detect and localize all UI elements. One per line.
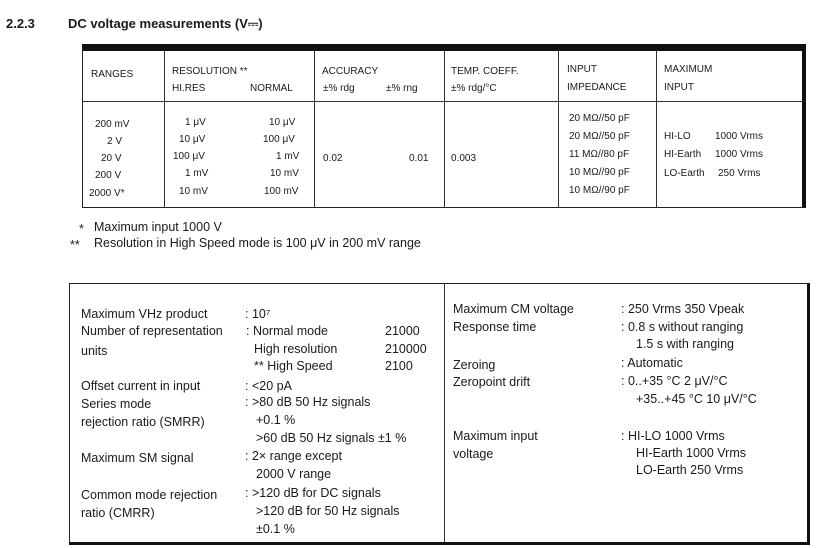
impedance-cell: 10 MΩ//90 pF <box>569 167 630 178</box>
rep-label: units <box>81 344 108 358</box>
cmrr-label: ratio (CMRR) <box>81 506 155 520</box>
cmrr-value: >120 dB for 50 Hz signals <box>256 504 400 518</box>
column-divider <box>656 51 657 207</box>
response-time-value: : 0.8 s without ranging <box>621 320 744 334</box>
accuracy-rng-value: 0.01 <box>409 153 429 164</box>
response-time-value: 1.5 s with ranging <box>636 337 734 351</box>
smrr-value: +0.1 % <box>256 413 296 427</box>
response-time-label: Response time <box>453 320 537 334</box>
header-rdg: ±% rdg <box>323 83 355 94</box>
hires-cell: 10 mV <box>179 186 208 197</box>
smrr-label: rejection ratio (SMRR) <box>81 415 205 429</box>
rep-mode: ** High Speed <box>254 359 333 373</box>
range-cell: 200 V <box>95 170 122 181</box>
cm-voltage-value: : 250 Vrms 350 Vpeak <box>621 302 745 316</box>
zeroing-label: Zeroing <box>453 358 496 372</box>
header-temp-unit: ±% rdg/°C <box>451 83 497 94</box>
normal-cell: 10 mV <box>270 168 299 179</box>
max-input-label: HI-Earth <box>664 149 702 160</box>
offset-label: Offset current in input <box>81 379 201 393</box>
header-impedance: IMPEDANCE <box>567 82 627 93</box>
column-divider <box>164 51 165 207</box>
header-accuracy: ACCURACY <box>322 66 379 77</box>
rep-value: 2100 <box>385 359 413 373</box>
cmrr-value: : >120 dB for DC signals <box>245 486 381 500</box>
dc-voltage-spec-table <box>82 44 806 208</box>
accuracy-rdg-value: 0.02 <box>323 153 343 164</box>
header-ranges: RANGES <box>91 69 134 80</box>
max-input-voltage-label: Maximum input <box>453 429 538 443</box>
footnote-text: Resolution in High Speed mode is 100 μV in 200 mV range <box>94 236 421 250</box>
zeropoint-drift-label: Zeropoint drift <box>453 375 531 389</box>
rep-mode: : Normal mode <box>246 324 328 338</box>
header-divider <box>83 101 802 102</box>
footnote-mark: * <box>79 222 84 236</box>
normal-cell: 100 mV <box>264 186 299 197</box>
smrr-value: >60 dB 50 Hz signals ±1 % <box>256 431 407 445</box>
rep-value: 21000 <box>385 324 420 338</box>
column-divider <box>314 51 315 207</box>
hires-cell: 1 μV <box>185 117 206 128</box>
rep-value: 210000 <box>385 342 427 356</box>
header-maximum: MAXIMUM <box>664 64 713 75</box>
section-title: DC voltage measurements (V⎓) <box>68 16 263 31</box>
max-input-voltage-value: : HI-LO 1000 Vrms <box>621 429 725 443</box>
hires-cell: 10 μV <box>179 134 206 145</box>
rep-mode: High resolution <box>254 342 338 356</box>
max-input-label: LO-Earth <box>664 168 705 179</box>
header-resolution: RESOLUTION ** <box>172 66 248 77</box>
general-spec-table <box>69 283 810 545</box>
header-max-input: INPUT <box>664 82 694 93</box>
max-input-voltage-value: HI-Earth 1000 Vrms <box>636 446 746 460</box>
header-normal: NORMAL <box>250 83 293 94</box>
max-input-value: 250 Vrms <box>718 168 761 179</box>
header-rng: ±% rng <box>386 83 418 94</box>
zeroing-value: : Automatic <box>621 356 683 370</box>
column-divider <box>558 51 559 207</box>
impedance-cell: 20 MΩ//50 pF <box>569 131 630 142</box>
footnote-text: Maximum input 1000 V <box>94 220 222 234</box>
max-input-value: 1000 Vrms <box>715 149 763 160</box>
smrr-label: Series mode <box>81 397 152 411</box>
normal-cell: 10 μV <box>269 117 296 128</box>
hires-cell: 100 μV <box>173 151 205 162</box>
cmrr-label: Common mode rejection <box>81 488 218 502</box>
max-input-voltage-label: voltage <box>453 447 494 461</box>
zeropoint-drift-value: : 0..+35 °C 2 μV/°C <box>621 374 728 388</box>
range-cell: 2 V <box>107 136 123 147</box>
temp-coeff-value: 0.003 <box>451 153 477 164</box>
vhz-value: : 10⁷ <box>245 307 271 321</box>
cm-voltage-label: Maximum CM voltage <box>453 302 574 316</box>
max-input-label: HI-LO <box>664 131 691 142</box>
normal-cell: 100 μV <box>263 134 295 145</box>
header-hires: HI.RES <box>172 83 206 94</box>
sm-signal-value: 2000 V range <box>256 467 332 481</box>
normal-cell: 1 mV <box>276 151 300 162</box>
section-number: 2.2.3 <box>6 16 35 31</box>
sm-signal-label: Maximum SM signal <box>81 451 194 465</box>
max-input-value: 1000 Vrms <box>715 131 763 142</box>
smrr-value: : >80 dB 50 Hz signals <box>245 395 371 409</box>
footnote-mark: ** <box>70 238 80 252</box>
impedance-cell: 11 MΩ//80 pF <box>569 149 630 160</box>
offset-value: : <20 pA <box>245 379 292 393</box>
max-input-voltage-value: LO-Earth 250 Vrms <box>636 463 744 477</box>
impedance-cell: 20 MΩ//50 pF <box>569 113 630 124</box>
header-temp-coeff: TEMP. COEFF. <box>451 66 519 77</box>
rep-label: Number of representation <box>81 324 223 338</box>
range-cell: 200 mV <box>95 119 130 130</box>
range-cell: 20 V <box>101 153 122 164</box>
impedance-cell: 10 MΩ//90 pF <box>569 185 630 196</box>
sm-signal-value: : 2× range except <box>245 449 342 463</box>
cmrr-value: ±0.1 % <box>256 522 295 536</box>
column-divider <box>444 284 445 542</box>
range-cell: 2000 V* <box>89 188 125 199</box>
vhz-label: Maximum VHz product <box>81 307 208 321</box>
column-divider <box>444 51 445 207</box>
zeropoint-drift-value: +35..+45 °C 10 μV/°C <box>636 392 757 406</box>
hires-cell: 1 mV <box>185 168 209 179</box>
header-input: INPUT <box>567 64 597 75</box>
